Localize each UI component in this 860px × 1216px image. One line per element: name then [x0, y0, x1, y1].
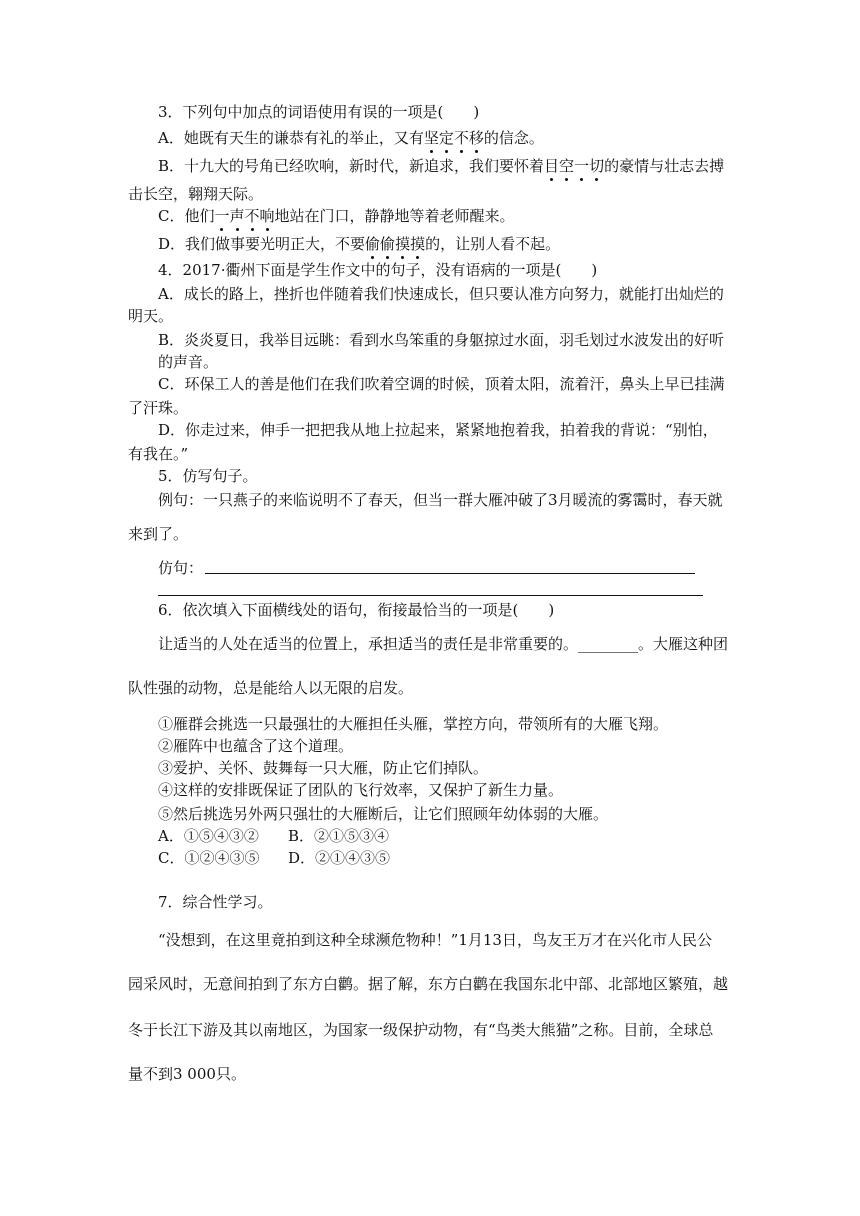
q7-paragraph-cont: 量不到3 000只。 [128, 1065, 246, 1083]
answer-blank-line[interactable] [158, 595, 703, 596]
q4-option-d: D．你走过来，伸手一把把我从地上拉起来，紧紧地抱着我，拍着我的背说：“别怕， [158, 421, 718, 439]
q6-sentence-3: ③爱护、关怀、鼓舞每一只大雁，防止它们掉队。 [158, 759, 489, 777]
q5-example-cont: 来到了。 [128, 525, 189, 543]
q6-option-c: C．①②④③⑤ [158, 849, 260, 867]
q4-option-d-cont: 有我在。” [128, 445, 189, 463]
q3-option-a: A．她既有天生的谦恭有礼的举止，又有坚定不移的信念。 [158, 129, 544, 147]
q5-stem: 5．仿写句子。 [158, 467, 258, 485]
q6-stem: 6．依次填入下面横线处的语句，衔接最恰当的一项是( ) [158, 601, 555, 619]
q4-option-c: C．环保工人的善是他们在我们吹着空调的时候，顶着太阳，流着汗，鼻头上早已挂满 [158, 375, 725, 393]
q3-option-b-cont: 击长空，翱翔天际。 [128, 185, 264, 203]
q5-example: 例句：一只燕子的来临说明不了春天，但当一群大雁冲破了3月暖流的雾霭时，春天就 [158, 491, 723, 509]
q6-option-a: A．①⑤④③② [158, 827, 259, 845]
q4-stem: 4．2017·衢州下面是学生作文中的句子，没有语病的一项是( ) [158, 261, 598, 279]
q5-imitate-label: 仿句： [158, 559, 204, 577]
q6-passage: 让适当的人处在适当的位置上，承担适当的责任是非常重要的。________。大雁这种团 [158, 635, 729, 653]
q3-stem: 3．下列句中加点的词语使用有误的一项是( ) [158, 103, 480, 121]
q4-option-a-cont: 明天。 [128, 307, 174, 325]
q7-stem: 7．综合性学习。 [158, 893, 273, 911]
dotted-word: 一声不响 [214, 207, 275, 225]
q4-option-b-cont: 的声音。 [158, 353, 219, 371]
q3-option-c: C．他们一声不响地站在门口，静静地等着老师醒来。 [158, 207, 515, 225]
dotted-word: 坚定不移 [423, 129, 484, 147]
dotted-word: 偷偷摸摸 [365, 235, 426, 253]
q6-sentence-5: ⑤然后挑选另外两只强壮的大雁断后，让它们照顾年幼体弱的大雁。 [158, 805, 609, 823]
q3-option-b: B．十九大的号角已经吹响，新时代，新追求，我们要怀着目空一切的豪情与壮志去搏 [158, 157, 725, 175]
q7-paragraph: “没想到，在这里竟拍到这种全球濒危物种！”1月13日，鸟友王万才在兴化市人民公 [158, 931, 712, 949]
q4-option-c-cont: 了汗珠。 [128, 399, 189, 417]
q4-option-a: A．成长的路上，挫折也伴随着我们快速成长，但只要认准方向努力，就能打出灿烂的 [158, 285, 724, 303]
q3-option-d: D．我们做事要光明正大，不要偷偷摸摸的，让别人看不起。 [158, 235, 561, 253]
q4-option-b: B．炎炎夏日，我举目远眺：看到水鸟笨重的身躯掠过水面，羽毛划过水波发出的好听 [158, 331, 725, 349]
q6-sentence-1: ①雁群会挑选一只最强壮的大雁担任头雁，掌控方向，带领所有的大雁飞翔。 [158, 715, 669, 733]
q7-paragraph-cont: 冬于长江下游及其以南地区，为国家一级保护动物，有“鸟类大熊猫”之称。目前，全球总 [128, 1021, 714, 1039]
q6-sentence-4: ④这样的安排既保证了团队的飞行效率，又保护了新生力量。 [158, 781, 564, 799]
dotted-word: 目空一切 [544, 157, 605, 175]
q6-passage-cont: 队性强的动物，总是能给人以无限的启发。 [128, 679, 414, 697]
answer-blank-line[interactable] [205, 573, 695, 574]
q6-option-d: D．②①④③⑤ [288, 849, 391, 867]
q6-option-b: B．②①⑤③④ [288, 827, 390, 845]
q7-paragraph-cont: 园采风时，无意间拍到了东方白鹳。据了解，东方白鹳在我国东北中部、北部地区繁殖，越 [128, 975, 729, 993]
q6-sentence-2: ②雁阵中也蕴含了这个道理。 [158, 737, 354, 755]
